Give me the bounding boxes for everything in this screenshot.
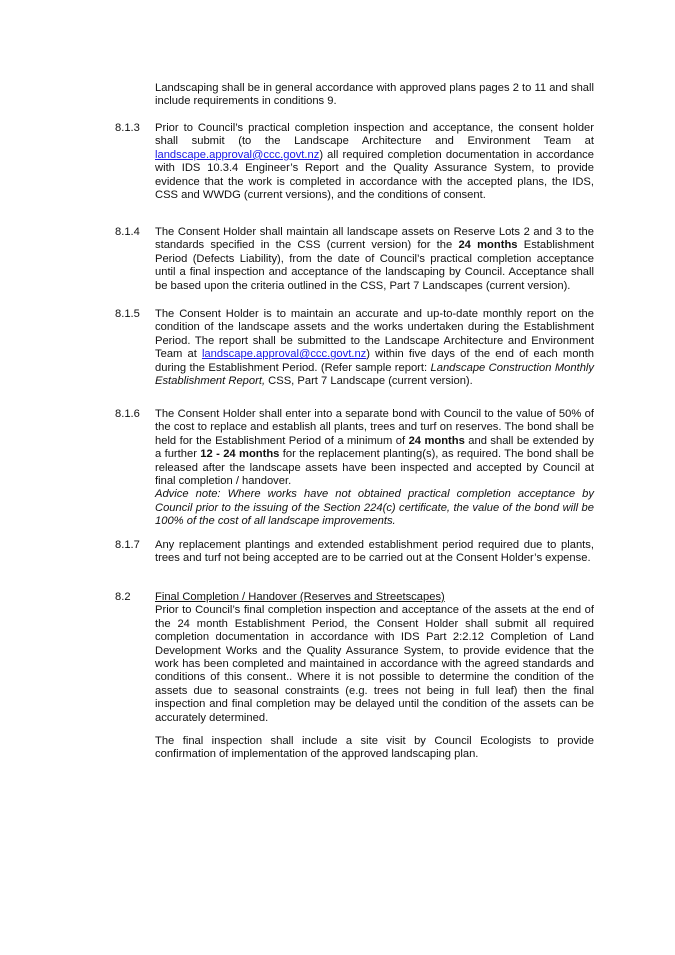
clause-number-8-1-4: 8.1.4 <box>115 226 140 238</box>
clause-8-1-3-text <box>155 122 594 202</box>
clause-number-8-2: 8.2 <box>115 591 131 603</box>
clause-8-2-text-2 <box>155 735 594 762</box>
clause-8-2-body-2: The final inspection shall include a site visit by Council Ecologists to provide confirmation of implementation of the approved landscaping plan. <box>155 735 594 761</box>
advice-note: Advice note: Where works have not obtained practical completion acceptance by Council prior to the issuing of the Section 224(c) certificate, the value of the bond will be 100% of the cost of all landscape improvements. <box>155 488 594 528</box>
clause-number-8-1-3: 8.1.3 <box>115 122 140 134</box>
clause-8-1-4-bold: 24 months <box>458 239 518 252</box>
clause-8-1-6-text-a: The Consent Holder shall enter into a separate bond with Council to the value of 50% of the cost to replace and establish all plants, trees and turf on reserves. The bond shall be held for the Establishment Period of a minimum of <box>155 408 594 447</box>
clause-8-1-6-bold-a: 24 months <box>408 434 465 447</box>
clause-8-1-5-text-c: CSS, Part 7 Landscape (current version). <box>265 375 473 388</box>
clause-8-2-text <box>155 591 594 725</box>
clause-number-8-1-5: 8.1.5 <box>115 308 140 320</box>
intro-text: Landscaping shall be in general accordance with approved plans pages 2 to 11 and shall include requirements in conditions 9. <box>155 82 594 108</box>
clause-8-1-3-text-a: Prior to Council’s practical completion inspection and acceptance, the consent holder shall submit (to the Landscape Architecture and Environment Team at <box>155 122 594 148</box>
clause-8-1-7-body: Any replacement plantings and extended establishment period required due to plants, trees and turf not being accepted are to be carried out at the Consent Holder’s expense. <box>155 539 594 565</box>
intro-paragraph <box>155 82 594 109</box>
clause-8-1-4-text-a: The Consent Holder shall maintain all landscape assets on Reserve Lots 2 and 3 to the standards specified in the CSS (current version) for the <box>155 226 594 252</box>
clause-8-1-6-text-c: for the replacement planting(s), as required. The bond shall be released after the landscape assets have been inspected and accepted by Council at final completion / handover. <box>155 448 594 488</box>
clause-8-1-5-text-a: The Consent Holder is to maintain an accurate and up-to-date monthly report on the condition of the landscape assets and the works undertaken during the Establishment Period. The report shall be submitted to the Landscape Architecture and Environment Team at <box>155 308 594 361</box>
clause-8-1-7-text <box>155 539 594 566</box>
clause-number-8-1-6: 8.1.6 <box>115 408 140 420</box>
clause-8-2-heading: Final Completion / Handover (Reserves and Streetscapes) <box>155 591 445 603</box>
clause-8-1-4-text <box>155 226 594 293</box>
clause-8-1-5-italic: Landscape Construction Monthly Establishment Report, <box>155 361 594 388</box>
clause-8-2-body: Prior to Council’s final completion inspection and acceptance of the assets at the end of the 24 month Establishment Period, the Consent Holder shall submit all required completion documentation in accordance with IDS Part 2:2.12 Completion of Land Development Works and the Quality Assurance System, to provide evidence that the work has been completed and maintained in accordance with the agreed standards and conditions of this consent.. Where it is not possible to determine the condition of the assets due to seasonal constraints (e.g. trees not being in full leaf) then the final inspection and final completion may be delayed until the condition of the assets can be accurately determined. <box>155 604 594 724</box>
clause-number-8-1-7: 8.1.7 <box>115 539 140 551</box>
email-link[interactable]: landscape.approval@ccc.govt.nz <box>155 148 320 161</box>
clause-8-1-3-text-b: ) all required completion documentation in accordance with IDS 10.3.4 Engineer’s Report and the Quality Assurance System, to provide evidence that the work is completed in accordance with the accepted plans, the IDS, CSS and WWDG (current versions), and the conditions of consent. <box>155 148 594 202</box>
clause-8-1-6-text <box>155 408 594 529</box>
clause-8-1-6-bold-b: 12 - 24 months <box>200 448 280 461</box>
clause-8-1-5-text-b: ) within five days of the end of each month during the Establishment Period. (Refer sample report: <box>155 348 594 374</box>
clause-8-1-4-text-b: Establishment Period (Defects Liability), from the date of Council’s practical completion acceptance until a final inspection and acceptance of the landscaping by Council. Acceptance shall be based upon the criteria outlined in the CSS, Part 7 Landscapes (current version). <box>155 239 594 292</box>
clause-8-1-5-text <box>155 308 594 388</box>
clause-8-1-6-text-b: and shall be extended by a further <box>155 434 594 461</box>
email-link[interactable]: landscape.approval@ccc.govt.nz <box>201 348 367 361</box>
